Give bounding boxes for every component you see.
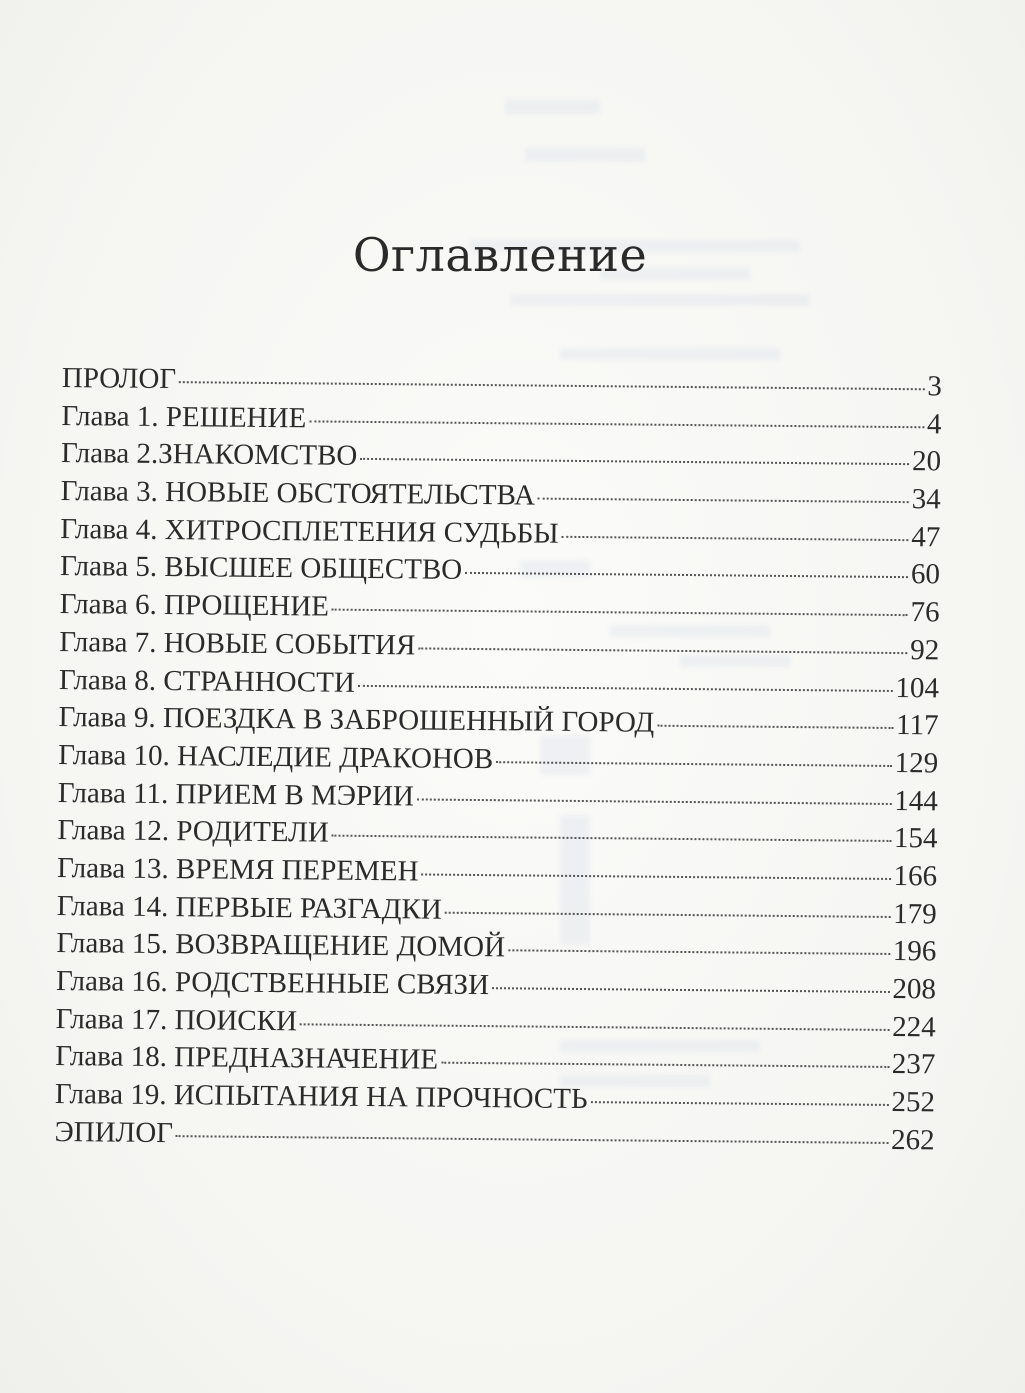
toc-entry-title: Глава 4. ХИТРОСПЛЕТЕНИЯ СУДЬБЫ — [60, 512, 559, 550]
dot-leader — [417, 798, 891, 805]
toc-entry-title: Глава 11. ПРИЕМ В МЭРИИ — [57, 776, 415, 812]
toc-entry-title: Глава 7. НОВЫЕ СОБЫТИЯ — [59, 625, 416, 662]
toc-entry-title: Глава 18. ПРЕДНАЗНАЧЕНИЕ — [55, 1040, 439, 1077]
dot-leader — [538, 498, 909, 504]
bleed-through-mark — [560, 348, 780, 360]
toc-entry-title: Глава 8. СТРАННОСТИ — [58, 663, 356, 699]
toc-entry-page: 20 — [911, 445, 942, 478]
table-of-contents — [54, 362, 942, 1162]
toc-entry-page: 104 — [895, 671, 940, 704]
toc-entry-page: 262 — [890, 1123, 935, 1157]
toc-entry-page: 224 — [892, 1010, 936, 1044]
toc-entry-page: 252 — [891, 1086, 936, 1119]
toc-entry-page: 208 — [892, 973, 937, 1006]
toc-entry-title: Глава 16. РОДСТВЕННЫЕ СВЯЗИ — [55, 964, 490, 1002]
toc-entry-page: 117 — [895, 709, 939, 742]
toc-entry[interactable] — [54, 1116, 934, 1162]
toc-entry-title: Глава 15. ВОЗВРАЩЕНИЕ ДОМОЙ — [56, 927, 506, 964]
toc-entry-page: 144 — [894, 784, 938, 817]
toc-entry-page: 92 — [910, 633, 940, 667]
toc-entry-page: 129 — [894, 746, 939, 780]
dot-leader — [591, 1101, 889, 1106]
dot-leader — [562, 536, 909, 541]
toc-entry-title: Глава 17. ПОИСКИ — [55, 1002, 298, 1037]
bleed-through-mark — [525, 148, 645, 162]
dot-leader — [496, 761, 892, 767]
dot-leader — [421, 873, 890, 880]
dot-leader — [360, 458, 909, 465]
toc-entry-page: 3 — [927, 370, 942, 403]
toc-entry-page: 196 — [892, 935, 937, 968]
dot-leader — [179, 381, 924, 390]
toc-entry-title: Глава 13. ВРЕМЯ ПЕРЕМЕН — [56, 851, 419, 888]
toc-entry-title: ПРОЛОГ — [61, 362, 177, 396]
toc-entry-title: Глава 14. ПЕРВЫЕ РАЗГАДКИ — [56, 889, 442, 926]
dot-leader — [441, 1062, 889, 1068]
dot-leader — [309, 420, 924, 428]
toc-entry-title: Глава 5. ВЫСШЕЕ ОБЩЕСТВО — [59, 550, 463, 587]
toc-entry-page: 34 — [911, 483, 941, 516]
toc-entry-page: 76 — [910, 596, 940, 629]
toc-entry-page: 47 — [911, 520, 941, 554]
toc-entry-page: 154 — [893, 822, 938, 855]
dot-leader — [465, 572, 908, 578]
bleed-through-mark — [505, 100, 600, 114]
dot-leader — [300, 1023, 889, 1031]
dot-leader — [418, 647, 907, 654]
dot-leader — [358, 684, 893, 691]
toc-entry-title: Глава 9. ПОЕЗДКА В ЗАБРОШЕННЫЙ ГОРОД — [58, 701, 655, 739]
toc-entry-title: Глава 1. РЕШЕНИЕ — [61, 399, 307, 435]
dot-leader — [176, 1135, 888, 1144]
toc-entry-title: Глава 6. ПРОЩЕНИЕ — [59, 588, 330, 623]
dot-leader — [508, 950, 890, 956]
toc-entry-title: ЭПИЛОГ — [54, 1115, 174, 1149]
toc-entry-title: Глава 19. ИСПЫТАНИЯ НА ПРОЧНОСТЬ — [54, 1078, 588, 1116]
dot-leader — [492, 987, 890, 993]
toc-entry-page: 237 — [891, 1048, 936, 1081]
dot-leader — [657, 725, 893, 729]
toc-entry-page: 166 — [893, 859, 938, 893]
toc-entry-page: 4 — [926, 407, 942, 441]
page-title: Оглавление — [352, 228, 648, 282]
toc-entry-title: Глава 3. НОВЫЕ ОБСТОЯТЕЛЬСТВА — [60, 475, 536, 512]
toc-entry-title: Глава 2.ЗНАКОМСТВО — [60, 437, 358, 473]
toc-entry-title: Глава 10. НАСЛЕДИЕ ДРАКОНОВ — [58, 738, 494, 776]
dot-leader — [332, 609, 908, 617]
toc-entry-page: 179 — [893, 897, 937, 931]
dot-leader — [445, 911, 890, 917]
toc-entry-title: Глава 12. РОДИТЕЛИ — [57, 814, 329, 849]
dot-leader — [332, 835, 891, 842]
bleed-through-mark — [510, 294, 810, 306]
toc-entry-page: 60 — [910, 558, 941, 591]
